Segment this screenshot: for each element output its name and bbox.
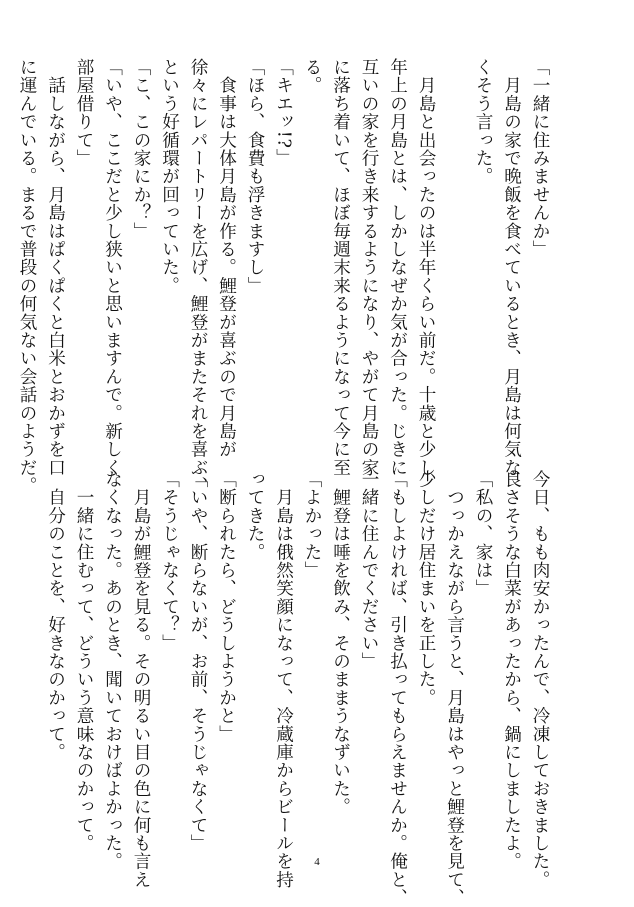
text-column: つっかえながら言うと、月島はやっと鯉登を見て、: [444, 470, 465, 907]
text-column: くそう言った。: [473, 58, 493, 186]
text-column: 「いや、ここだと少し狭いと思いますんで。新しく: [102, 58, 123, 477]
text-column: なくなった。あのとき、聞いておけばよかった。: [102, 470, 123, 871]
text-column: 「こ、この家にか？」: [131, 58, 151, 240]
text-column: 「キエッ!?」: [273, 58, 294, 167]
text-column: 一緒に住んでください」: [359, 470, 379, 671]
text-column: [440, 58, 469, 458]
text-column: 部屋借りて」: [74, 58, 94, 168]
text-column: 「そうじゃなくて？」: [159, 470, 180, 652]
page-number: 4: [314, 856, 320, 868]
text-column: 「私の、家は」: [473, 470, 493, 598]
text-column: 「いや、断らないが、お前、そうじゃなくて」: [188, 470, 208, 853]
text-column: 「断られたら、どうしようかと」: [216, 470, 237, 743]
text-column: 「もしよければ、引き払ってもらえませんか。俺と、: [387, 470, 408, 907]
text-column: 自分のことを、好きなのかって。: [45, 470, 66, 762]
text-column: 月島が鯉登を見る。その明るい目の色に何も言え: [131, 470, 151, 889]
text-column: に落ち着いて、ほぼ毎週末来るようになって今に至: [330, 58, 351, 477]
text-column: 「一緒に住みませんか」: [530, 58, 550, 259]
text-column: 月島の家で晩飯を食べているとき、月島は何気な: [501, 58, 522, 477]
text-column: ってきた。: [245, 470, 265, 561]
text-column: 「ほら、食費も浮きますし」: [245, 58, 265, 295]
text-column: る。: [302, 58, 322, 95]
text-column: 話しながら、月島はぱくぱくと白米とおかずを口: [45, 58, 66, 477]
text-column: 月島は俄然笑顔になって、冷蔵庫からビールを持: [273, 470, 294, 889]
text-column: 年上の月島とは、しかしなぜか気が合った。じきに: [387, 58, 408, 477]
text-column: 鯉登は唾を飲み、そのままうなずいた。: [330, 470, 351, 816]
text-column: 少しだけ居住まいを正した。: [416, 470, 436, 707]
upper-text-block: [13, 58, 555, 495]
text-column: 良さそうな白菜があったから、鍋にしましたよ。: [501, 470, 522, 871]
lower-text-block: [41, 470, 554, 907]
text-column: 「よかった」: [302, 470, 322, 580]
text-column: 今日、もも肉安かったんで、冷凍しておきました。: [530, 470, 550, 889]
text-column: 一緒に住むって、どういう意味なのかって。: [74, 470, 94, 853]
text-column: 月島と出会ったのは半年くらい前だ。十歳と少し: [416, 58, 436, 477]
text-column: という好循環が回っていた。: [159, 58, 180, 295]
text-column: 徐々にレパートリーを広げ、鯉登がまたそれを喜ぶ、: [188, 58, 208, 495]
text-column: 互いの家を行き来するようになり、やがて月島の家: [359, 58, 379, 477]
text-column: に運んでいる。まるで普段の何気ない会話のようだ。: [17, 58, 37, 495]
text-column: 食事は大体月島が作る。鯉登が喜ぶので月島が: [216, 58, 237, 459]
